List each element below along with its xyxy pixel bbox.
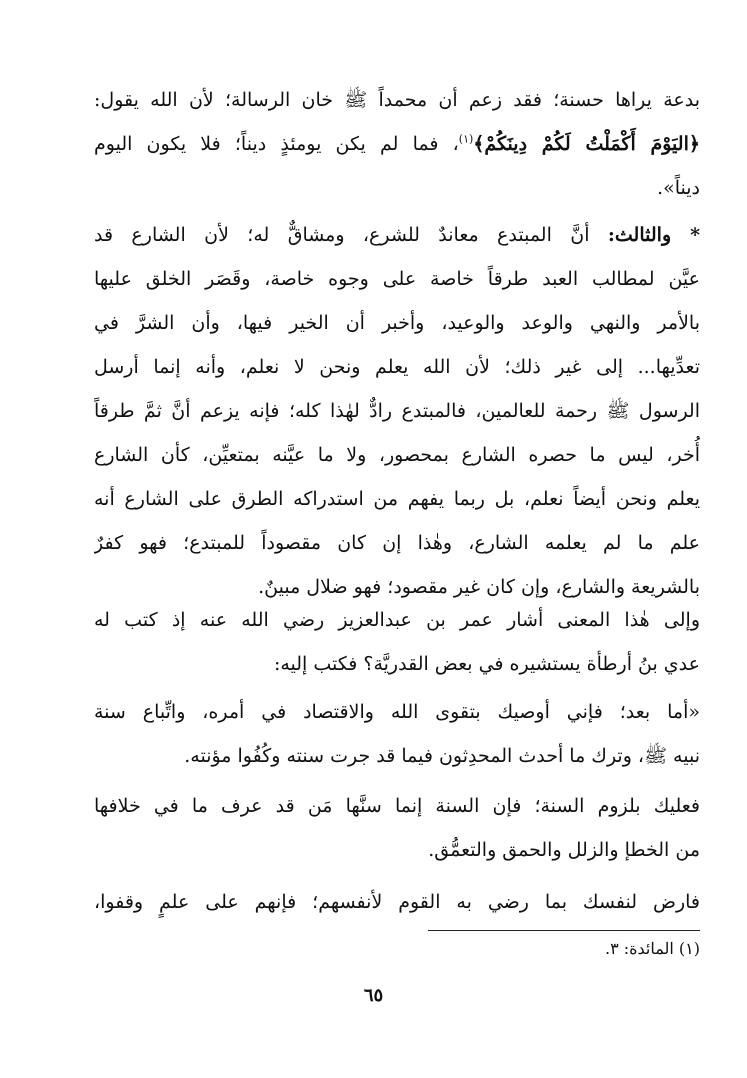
text-line: بدعة يراها حسنة؛ فقد زعم أن محمداً ﷺ خان الرسالة؛ لأن الله يقول: <box>94 89 700 111</box>
text-line: عيَّن لمطالب العبد طرقاً خاصة على وجوه خاصة، وقَصَر الخلق عليها <box>94 268 700 290</box>
quran-verse: ﴿اليَوْمَ أَكْمَلْتُ لَكُمْ دِينَكُمْ﴾ <box>473 133 700 155</box>
text-line: بالشريعة والشارع، وإن كان غير مقصود؛ فهو ضلال مبينٌ. <box>258 576 700 598</box>
paragraph-2 <box>94 213 700 609</box>
footnote-divider <box>428 930 700 931</box>
paragraph-1 <box>94 78 700 210</box>
footnote: (١) المائدة: ٣. <box>604 939 700 958</box>
section-marker: * والثالث: <box>607 224 700 246</box>
text-line: فارض لنفسك بما رضي به القوم لأنفسهم؛ فإنهم على علمٍ وقفوا، <box>94 891 700 913</box>
text-line: من الخطإ والزلل والحمق والتعمُّق. <box>428 839 700 861</box>
text-line: أُخر، ليس ما حصره الشارع بمحصور، ولا ما عيَّنه بمتعيِّن، كأن الشارع <box>94 444 700 466</box>
text-fragment: أنَّ المبتدع معاندٌ للشرع، ومشاقٌّ له؛ لأن الشارع قد <box>94 224 590 246</box>
text-line: فعليك بلزوم السنة؛ فإن السنة إنما سنَّها مَن قد عرف ما في خلافها <box>94 795 700 817</box>
page-number: ٦٥ <box>363 985 384 1006</box>
text-line: «أما بعد؛ فإني أوصيك بتقوى الله والاقتصاد في أمره، واتِّباع سنة <box>94 701 700 723</box>
paragraph-4 <box>94 690 700 778</box>
text-line: بالأمر والنهي والوعد والوعيد، وأخبر أن الخير فيها، وأن الشرَّ في <box>94 312 700 334</box>
paragraph-3 <box>94 598 700 686</box>
text-line <box>94 213 700 257</box>
text-line: وإلى هٰذا المعنى أشار عمر بن عبدالعزيز رضي الله عنه إذ كتب له <box>94 609 700 631</box>
text-fragment: ، فما لم يكن يومئذٍ ديناً؛ فلا يكون اليوم <box>94 133 459 155</box>
paragraph-6 <box>94 880 700 924</box>
text-line: نبيه ﷺ، وترك ما أحدث المحدِثون فيما قد جرت سنته وكُفُوا مؤنته. <box>184 745 700 767</box>
text-line: تعدِّيها... إلى غير ذلك؛ لأن الله يعلم ونحن لا نعلم، وأنه إنما أرسل <box>94 356 700 378</box>
text-line: علم ما لم يعلمه الشارع، وهٰذا إن كان مقصوداً للمبتدع؛ فهو كفرٌ <box>94 532 700 554</box>
text-line: يعلم ونحن أيضاً نعلم، بل ربما يفهم من استدراكه الطرق على الشارع أنه <box>94 488 700 510</box>
paragraph-5 <box>94 784 700 872</box>
text-line: ديناً». <box>657 177 700 199</box>
text-line <box>94 122 700 166</box>
text-line: عدي بنُ أرطأة يستشيره في بعض القدريَّة؟ فكتب إليه: <box>273 653 700 675</box>
footnote-reference[interactable]: (١) <box>458 132 474 146</box>
text-line: الرسول ﷺ رحمة للعالمين، فالمبتدع رادٌّ لهٰذا كله؛ فإنه يزعم أنَّ ثمَّ طرقاً <box>94 400 700 422</box>
